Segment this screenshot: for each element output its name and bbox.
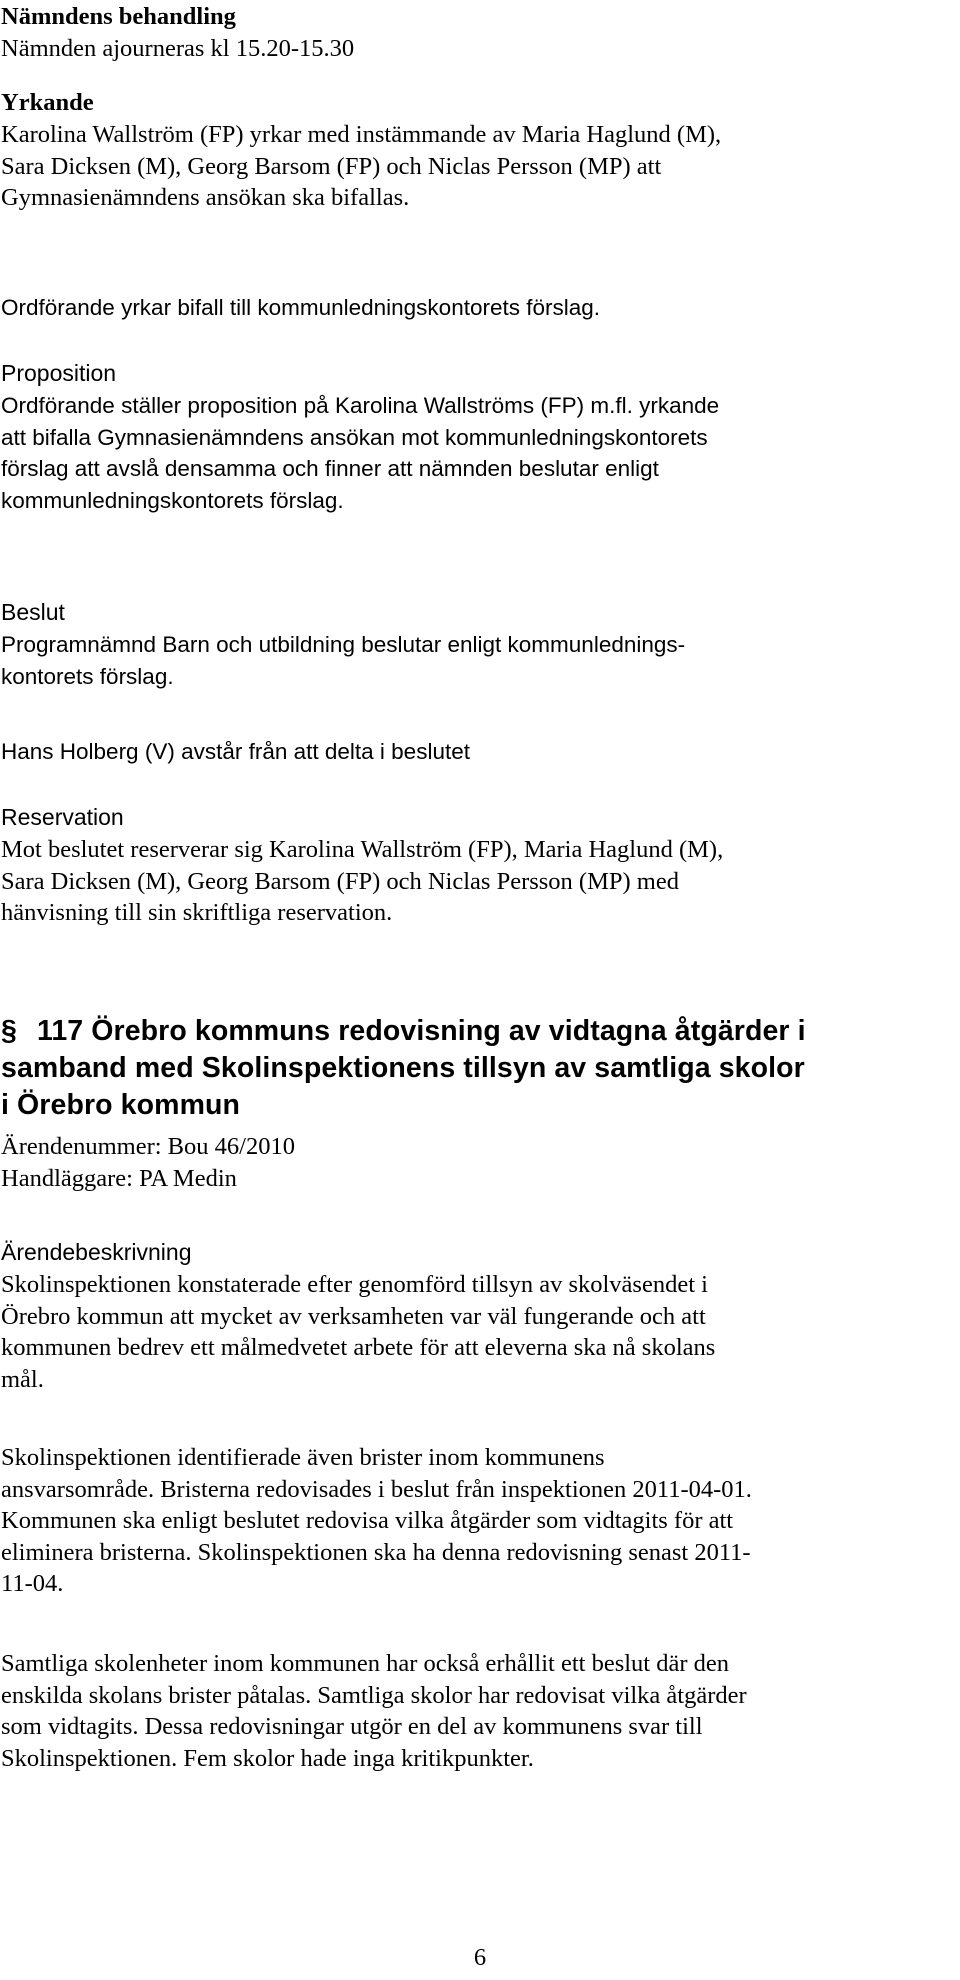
page-number: 6 — [473, 1944, 487, 1971]
paragraph-line: ansvarsområde. Bristerna redovisades i beslut från inspektionen 2011-04-01. — [1, 1475, 752, 1503]
paragraph-line: Skolinspektionen konstaterade efter genomförd tillsyn av skolväsendet i — [1, 1271, 708, 1298]
paragraph-line: som vidtagits. Dessa redovisningar utgör en del av kommunens svar till — [1, 1713, 703, 1740]
paragraph-2 — [1, 1442, 949, 1600]
case-title — [1, 1013, 949, 1124]
paragraph-line: Skolinspektionen identifierade även brister inom kommunens — [1, 1444, 605, 1471]
paragraph-line: kommunen bedrev ett målmedvetet arbete för att eleverna ska nå skolans — [1, 1334, 716, 1361]
paragraph-line: Skolinspektionen. Fem skolor hade inga kritikpunkter. — [1, 1744, 534, 1772]
proposition-line: att bifalla Gymnasienämndens ansökan mot kommunledningskontorets — [1, 424, 708, 450]
reservation-line: Sara Dicksen (M), Georg Barsom (FP) och Niclas Persson (MP) med — [1, 867, 679, 895]
section-reservation — [1, 801, 949, 929]
proposition-line: Ordförande ställer proposition på Karolina Wallströms (FP) m.fl. yrkande — [1, 393, 720, 418]
section-behandling — [1, 0, 949, 65]
handlaggare: Handläggare: PA Medin — [1, 1164, 237, 1192]
case-title-text: 117 Örebro kommuns redovisning av vidtagna åtgärder i — [36, 1015, 806, 1047]
reservation-line: Mot beslutet reserverar sig Karolina Wallström (FP), Maria Haglund (M), — [1, 836, 724, 863]
proposition-line: förslag att avslå densamma och finner att nämnden beslutar enligt — [1, 456, 659, 481]
beskrivning-heading: Ärendebeskrivning — [1, 1239, 192, 1265]
yrkande-heading: Yrkande — [1, 89, 94, 116]
behandling-text: Nämnden ajourneras kl 15.20-15.30 — [1, 35, 355, 62]
reservation-heading: Reservation — [1, 804, 124, 830]
section-sign-icon: § — [1, 1015, 17, 1047]
proposition-line: kommunledningskontorets förslag. — [1, 487, 344, 513]
paragraph-line: 11-04. — [1, 1570, 64, 1597]
reservation-line: hänvisning till sin skriftliga reservation. — [1, 899, 393, 926]
case-meta — [1, 1131, 949, 1194]
beslut-heading: Beslut — [1, 599, 65, 625]
paragraph-line: Örebro kommun att mycket av verksamheten var väl fungerande och att — [1, 1302, 706, 1330]
paragraph-line: Samtliga skolenheter inom kommunen har också erhållit ett beslut där den — [1, 1650, 730, 1677]
yrkande-line: Sara Dicksen (M), Georg Barsom (FP) och Niclas Persson (MP) att — [1, 152, 662, 180]
proposition-heading: Proposition — [1, 360, 117, 386]
section-beslut — [1, 596, 949, 692]
section-proposition — [1, 357, 949, 516]
paragraph-3 — [1, 1648, 949, 1774]
yrkande-line: Gymnasienämndens ansökan ska bifallas. — [1, 184, 410, 211]
paragraph-line: eliminera bristerna. Skolinspektionen ska ha denna redovisning senast 2011- — [1, 1538, 751, 1566]
case-title-line — [1, 1013, 949, 1050]
paragraph-line: Kommunen ska enligt beslutet redovisa vilka åtgärder som vidtagits för att — [1, 1507, 734, 1534]
yrkande-line: Karolina Wallström (FP) yrkar med instämmande av Maria Haglund (M), — [1, 121, 722, 148]
case-description — [1, 1236, 949, 1395]
avstar-text: Hans Holberg (V) avstår från att delta i beslutet — [1, 739, 470, 764]
paragraph-line: enskilda skolans brister påtalas. Samtliga skolor har redovisat vilka åtgärder — [1, 1681, 747, 1709]
beslut-line: Programnämnd Barn och utbildning beslutar enligt kommunlednings- — [1, 632, 686, 657]
ordforande-yrkande: Ordförande yrkar bifall till kommunledningskontorets förslag. — [1, 295, 601, 320]
behandling-heading: Nämndens behandling — [1, 3, 236, 30]
arendenummer: Ärendenummer: Bou 46/2010 — [1, 1133, 295, 1160]
paragraph-1 — [1, 1269, 949, 1395]
section-yrkande — [1, 86, 949, 214]
beslut-line: kontorets förslag. — [1, 663, 174, 689]
paragraph-line: mål. — [1, 1365, 44, 1393]
case-title-line: i Örebro kommun — [1, 1089, 241, 1121]
case-title-line: samband med Skolinspektionens tillsyn av samtliga skolor — [1, 1052, 805, 1084]
